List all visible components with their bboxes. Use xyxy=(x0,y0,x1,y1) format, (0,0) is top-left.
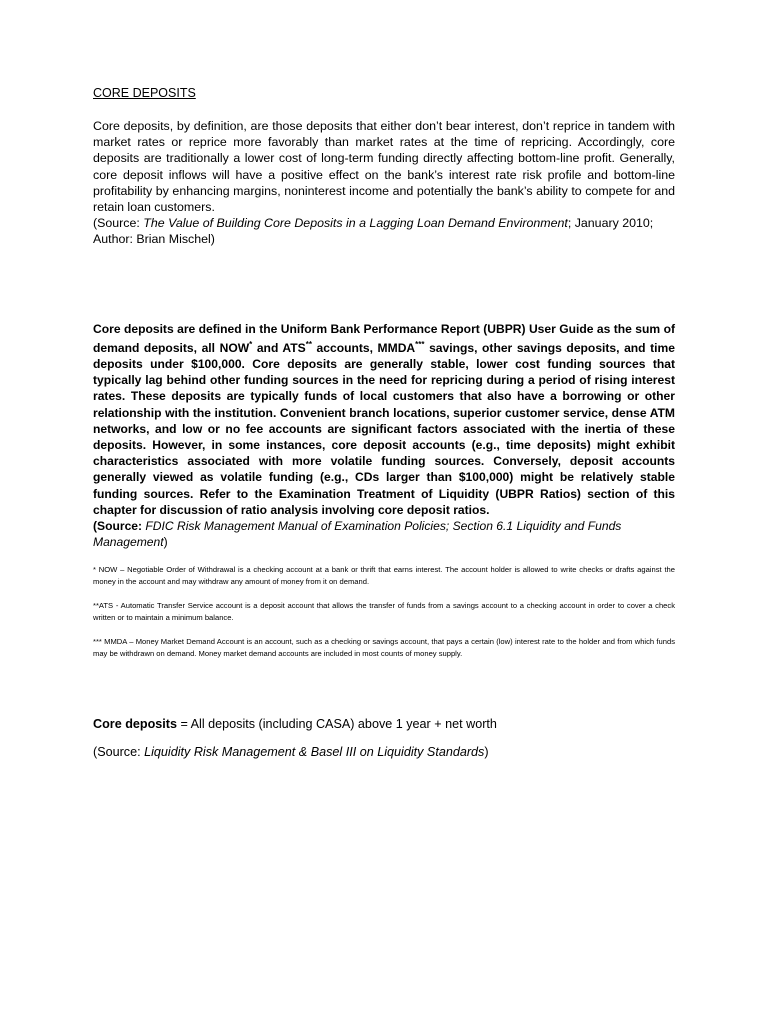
source-title: FDIC Risk Management Manual of Examination Policies; Section 6.1 Liquidity and Funds Management xyxy=(93,519,622,550)
footnotes xyxy=(93,564,675,662)
definition-paragraph-2 xyxy=(93,321,675,518)
footnote-ats: **ATS - Automatic Transfer Service account is a deposit account that allows the transfer of funds from a savings account to a checking account in order to cover a check written or to maintain a minimum balance. xyxy=(93,600,675,623)
source-suffix: ) xyxy=(484,745,489,760)
formula-definition: = All deposits (including CASA) above 1 year + net worth xyxy=(176,717,497,732)
definition-section-2 xyxy=(93,321,675,551)
definition-section-1 xyxy=(93,118,675,248)
source-title: Liquidity Risk Management & Basel III on Liquidity Standards xyxy=(144,745,485,760)
source-suffix: ) xyxy=(163,535,168,550)
footnote-mmda: *** MMDA – Money Market Demand Account is an account, such as a checking or savings account, that pays a certain (low) interest rate to the holder and from which funds may be withdrawn on demand. Money market demand accounts are included in most counts of money supply. xyxy=(93,636,675,659)
source-title: The Value of Building Core Deposits in a Lagging Loan Demand Environment xyxy=(143,216,568,231)
source-citation-2 xyxy=(93,518,675,550)
source-prefix: (Source: xyxy=(93,519,146,534)
paragraph-part: Core deposits are defined in the Uniform Bank Performance Report (UBPR) User Guide as the sum of demand deposits, all NOW xyxy=(93,321,675,355)
source-prefix: (Source: xyxy=(93,745,145,760)
footnote-marker-ats: ** xyxy=(305,339,312,349)
formula-term: Core deposits xyxy=(93,717,177,732)
document-body xyxy=(93,85,675,760)
paragraph-part: and ATS xyxy=(252,340,306,355)
definition-section-3 xyxy=(93,716,675,760)
section-heading: CORE DEPOSITS xyxy=(93,86,196,100)
source-suffix: ; January 2010; Author: Brian Mischel) xyxy=(93,216,654,247)
footnote-marker-now: * xyxy=(249,339,253,349)
definition-paragraph-1: Core deposits, by definition, are those deposits that either don’t bear interest, don’t reprice in tandem with market rates or reprice more favorably than market rates at the time of repricing. Accordingly, core deposits are traditionally a lower cost of long-term funding directly affecting bottom-line profit. Generally, core deposit inflows will have a positive effect on the bank’s interest rate risk profile and bottom-line profitability by enhancing margins, noninterest income and potentially the bank’s ability to compete for and retain loan customers. xyxy=(93,119,675,215)
source-citation-1 xyxy=(93,215,675,247)
source-citation-3 xyxy=(93,744,675,760)
footnote-marker-mmda: *** xyxy=(415,339,425,349)
paragraph-part: accounts, MMDA xyxy=(311,340,416,355)
paragraph-part: savings, other savings deposits, and time deposits under $100,000. Core deposits are generally stable, lower cost funding sources that typically lag behind other funding sources in the need for repricing during a period of rising interest rates. These deposits are typically funds of local customers that also have a borrowing or other relationship with the institution. Convenient branch locations, superior customer service, dense ATM networks, and low or no fee accounts are significant factors associated with the inertia of these deposits. However, in some instances, core deposit accounts (e.g., time deposits) might exhibit characteristics associated with more volatile funding sources. Conversely, deposit accounts generally viewed as volatile funding (e.g., CDs larger than $100,000) might be relatively stable funding sources. Refer to the Examination Treatment of Liquidity (UBPR Ratios) section of this chapter for discussion of ratio analysis involving core deposit ratios. xyxy=(93,340,675,517)
footnote-now: * NOW – Negotiable Order of Withdrawal is a checking account at a bank or thrift that earns interest. The account holder is allowed to write checks or drafts against the money in the account and may withdraw any amount of money from it on demand. xyxy=(93,564,675,587)
formula-line xyxy=(93,716,675,732)
source-prefix: (Source: xyxy=(93,216,144,231)
